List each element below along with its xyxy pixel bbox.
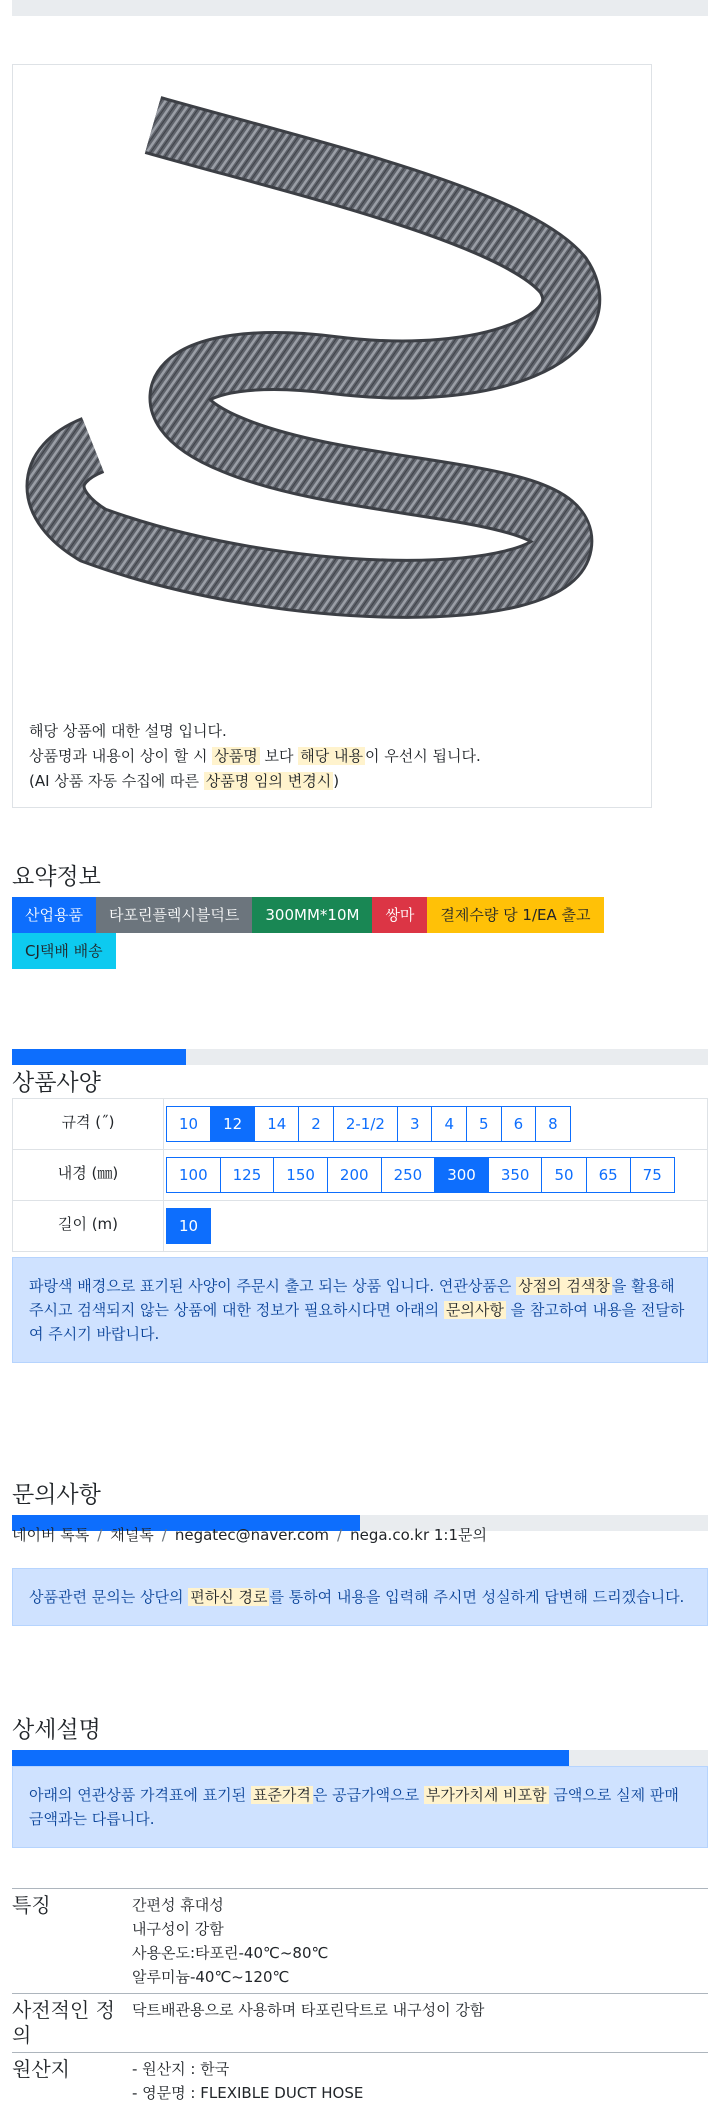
summary-badge: 300MM*10M (252, 897, 372, 933)
description-highlight: 상품명 임의 변경시 (204, 772, 333, 790)
spec-row (13, 1201, 708, 1252)
spec-option-button[interactable]: 100 (166, 1157, 221, 1193)
spec-notice-text: 을 활용해 주시고 검색되지 않는 상품에 대한 정보가 필요하시다면 아래의 (29, 1277, 675, 1319)
inquiry-notice-text: 상품관련 문의는 상단의 (29, 1588, 188, 1606)
detail-notice-text: 아래의 연관상품 가격표에 표기된 (29, 1786, 251, 1804)
spec-options (164, 1099, 708, 1150)
spec-option-button[interactable]: 10 (166, 1106, 211, 1142)
spec-label: 규격 (˝) (13, 1099, 164, 1150)
spec-notice-highlight: 문의사항 (444, 1301, 506, 1319)
description-line (29, 744, 481, 769)
product-image-card (12, 64, 652, 808)
spec-title: 상품사양 (12, 1064, 101, 1097)
spec-option-button[interactable]: 3 (397, 1106, 433, 1142)
spec-option-button[interactable]: 14 (254, 1106, 299, 1142)
detail-value: - 원산지 : 한국 (132, 2057, 708, 2081)
spec-table (12, 1098, 708, 1252)
detail-value: 닥트배관용으로 사용하며 타포린닥트로 내구성이 강함 (132, 1998, 708, 2022)
inquiry-notice-text: 를 통하여 내용을 입력해 주시면 성실하게 답변해 드리겠습니다. (269, 1588, 684, 1606)
summary-badges (12, 897, 652, 969)
spec-option-button[interactable]: 200 (327, 1157, 382, 1193)
description-text: (AI 상품 자동 수집에 따른 (29, 772, 204, 790)
top-divider-bar (12, 0, 708, 16)
spec-option-button[interactable]: 5 (466, 1106, 502, 1142)
detail-row (12, 1994, 708, 2053)
summary-badge: 타포린플렉시블덕트 (96, 897, 252, 933)
spec-row (13, 1099, 708, 1150)
description-text: 해당 상품에 대한 설명 입니다. (29, 722, 227, 740)
summary-badge: CJ택배 배송 (12, 933, 116, 969)
inquiry-link[interactable]: nega.co.kr 1:1문의 (350, 1526, 487, 1544)
summary-title: 요약정보 (12, 858, 101, 891)
inquiry-link[interactable]: negatec@naver.com (175, 1526, 329, 1544)
spec-label: 내경 (㎜) (13, 1150, 164, 1201)
detail-row (12, 2053, 708, 2109)
spec-row (13, 1150, 708, 1201)
description-line (29, 719, 481, 744)
detail-progress-bar (12, 1750, 708, 1766)
detail-notice-text: 은 공급가액으로 (313, 1786, 424, 1804)
description-text: 이 우선시 됩니다. (365, 747, 481, 765)
link-separator: / (97, 1526, 102, 1544)
spec-option-button[interactable]: 75 (630, 1157, 675, 1193)
spec-option-button[interactable]: 65 (586, 1157, 631, 1193)
detail-values (132, 1889, 708, 1994)
spec-option-button[interactable]: 10 (166, 1208, 211, 1244)
spec-option-button[interactable]: 350 (488, 1157, 543, 1193)
detail-notice (12, 1766, 708, 1848)
description-highlight: 상품명 (212, 747, 259, 765)
spec-notice-highlight: 상점의 검색창 (516, 1277, 612, 1295)
link-separator: / (337, 1526, 342, 1544)
spec-option-button[interactable]: 4 (431, 1106, 467, 1142)
spec-option-button[interactable]: 2 (298, 1106, 334, 1142)
detail-values (132, 2053, 708, 2109)
summary-badge: 산업용품 (12, 897, 96, 933)
spec-notice (12, 1257, 708, 1363)
spec-notice-text: 파랑색 배경으로 표기된 사양이 주문시 출고 되는 상품 입니다. 연관상품은 (29, 1277, 516, 1295)
detail-progress-fill (12, 1750, 569, 1766)
spec-option-button[interactable]: 125 (220, 1157, 275, 1193)
spec-options (164, 1150, 708, 1201)
spec-option-button[interactable]: 250 (381, 1157, 436, 1193)
detail-key: 사전적인 정의 (12, 1994, 132, 2053)
description-text: 상품명과 내용이 상이 할 시 (29, 747, 212, 765)
detail-notice-text: 금액으로 실제 판매금액과는 다릅니다. (29, 1786, 679, 1828)
spec-option-group (166, 1157, 707, 1193)
spec-option-group (166, 1208, 707, 1244)
spec-option-group (166, 1106, 707, 1142)
spec-option-button[interactable]: 300 (434, 1157, 489, 1193)
summary-badge: 결제수량 당 1/EA 출고 (427, 897, 603, 933)
detail-value: 사용온도:타포린-40℃~80℃ (132, 1941, 708, 1965)
detail-key: 원산지 (12, 2053, 132, 2109)
spec-progress-bar (12, 1049, 708, 1065)
inquiry-link[interactable]: 채널톡 (110, 1526, 153, 1544)
detail-value: 내구성이 강함 (132, 1917, 708, 1941)
spec-progress-fill (12, 1049, 186, 1065)
inquiry-notice (12, 1568, 708, 1626)
spec-label: 길이 (m) (13, 1201, 164, 1252)
detail-notice-highlight: 부가가치세 비포함 (424, 1786, 549, 1804)
spec-option-button[interactable]: 50 (541, 1157, 586, 1193)
detail-title: 상세설명 (12, 1711, 101, 1744)
detail-row (12, 1889, 708, 1994)
detail-table (12, 1888, 708, 2109)
spec-option-button[interactable]: 6 (501, 1106, 537, 1142)
detail-notice-highlight: 표준가격 (251, 1786, 313, 1804)
detail-key: 특징 (12, 1889, 132, 1994)
summary-badge: 쌍마 (372, 897, 427, 933)
description-highlight: 해당 내용 (298, 747, 365, 765)
inquiry-title: 문의사항 (12, 1476, 101, 1509)
spec-option-button[interactable]: 150 (273, 1157, 328, 1193)
duct-hose-image (33, 105, 593, 705)
product-description (29, 719, 481, 794)
detail-value: 알루미늄-40℃~120℃ (132, 1965, 708, 1989)
inquiry-links (12, 1524, 487, 1545)
description-text: 보다 (260, 747, 299, 765)
spec-option-button[interactable]: 12 (210, 1106, 255, 1142)
detail-values (132, 1994, 708, 2053)
link-separator: / (162, 1526, 167, 1544)
description-text: ) (333, 772, 339, 790)
spec-notice-text: 을 참고하여 내용을 전달하여 주시기 바랍니다. (29, 1301, 684, 1343)
detail-value: 간편성 휴대성 (132, 1893, 708, 1917)
spec-option-button[interactable]: 2-1/2 (333, 1106, 398, 1142)
description-line (29, 769, 481, 794)
spec-options (164, 1201, 708, 1252)
inquiry-link[interactable]: 네이버 톡톡 (12, 1526, 89, 1544)
inquiry-notice-highlight: 편하신 경로 (188, 1588, 269, 1606)
spec-option-button[interactable]: 8 (535, 1106, 571, 1142)
detail-value: - 영문명 : FLEXIBLE DUCT HOSE (132, 2081, 708, 2105)
